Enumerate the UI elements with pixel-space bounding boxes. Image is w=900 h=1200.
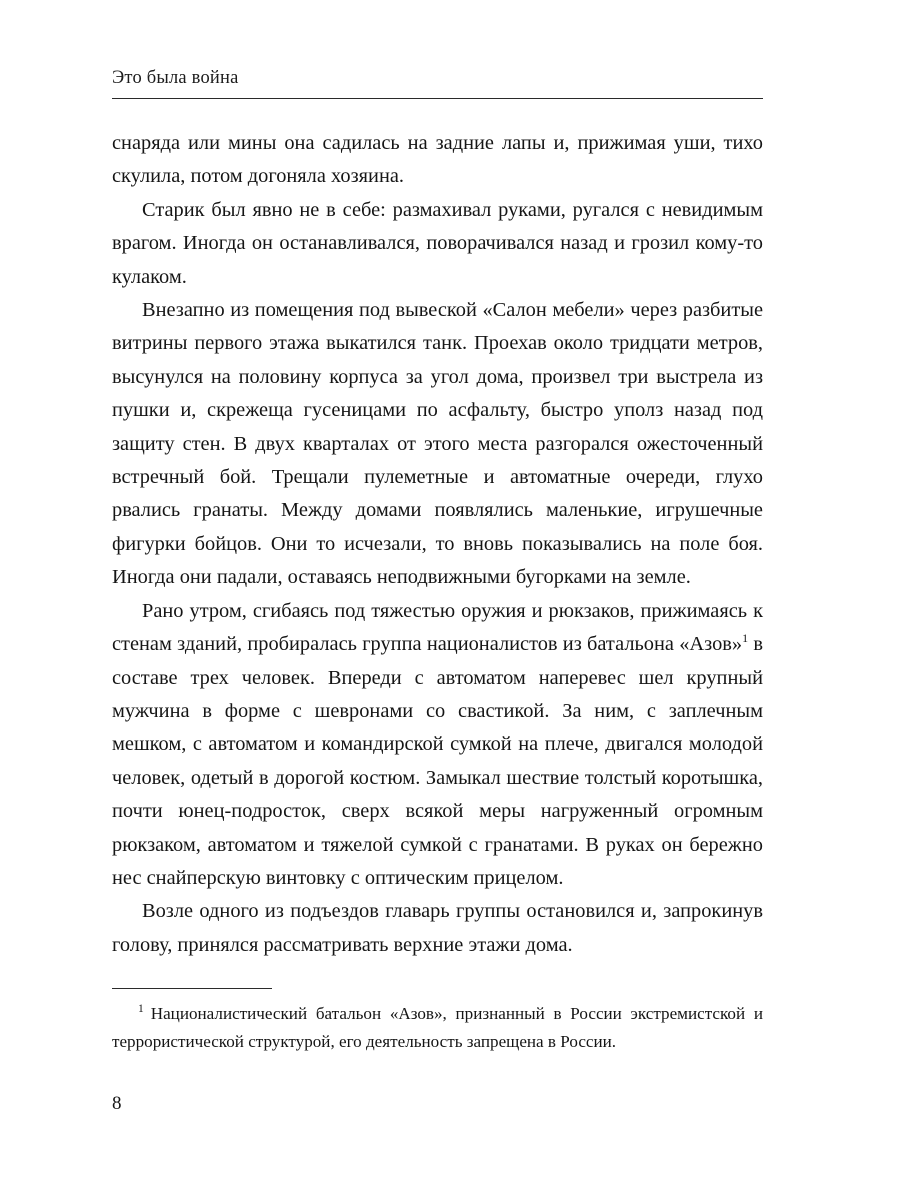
paragraph: Старик был явно не в себе: размахивал руками, ругался с невидимым врагом. Иногда он останавливался, поворачивался назад и грозил кому-то кулаком. [112, 198, 763, 288]
page-number: 8 [112, 1093, 122, 1114]
footnote-separator-rule [112, 988, 272, 989]
footnote-body: Националистический батальон «Азов», признанный в России экстремистской и террористической структурой, его деятельность запрещена в России. [112, 1004, 763, 1051]
paragraph: Внезапно из помещения под вывеской «Салон мебели» через разбитые витрины первого этажа выкатился танк. Проехав около тридцати метров, высунулся на половину корпуса за угол дома, произвел три выстрела из пушки и, скрежеща гусеницами по асфальту, быстро уполз назад под защиту стен. В двух кварталах от этого места разгорался ожесточенный встречный бой. Трещали пулеметные и автоматные очереди, глухо рвались гранаты. Между домами появлялись маленькие, игрушечные фигурки бойцов. Они то исчезали, то вновь показывались на поле боя. Иногда они падали, оставаясь неподвижными бугорками на земле. [112, 299, 763, 589]
paragraph-text-before-note: Рано утром, сгибаясь под тяжестью оружия и рюкзаков, прижимаясь к стенам зданий, пробиралась группа националистов из батальона «Азов» [112, 599, 763, 656]
paragraph: снаряда или мины она садилась на задние лапы и, прижимая уши, тихо скулила, потом догоняла хозяина. [112, 132, 763, 188]
footnote [112, 1000, 763, 1055]
paragraph-text-after-note: в составе трех человек. Впереди с автоматом наперевес шел крупный мужчина в форме с шевронами со свастикой. За ним, с заплечным мешком, с автоматом и командирской сумкой на плече, двигался молодой человек, одетый в дорогой костюм. Замыкал шествие толстый коротышка, почти юнец-подросток, сверх всякой меры нагруженный огромным рюкзаком, автоматом и тяжелой сумкой с гранатами. В руках он бережно нес снайперскую винтовку с оптическим прицелом. [112, 633, 763, 889]
running-head: Это была война [112, 68, 763, 99]
footnote-block [112, 988, 763, 1055]
footnote-marker: 1 [138, 1003, 144, 1016]
paragraph: Возле одного из подъездов главарь группы остановился и, запрокинув голову, принялся рассматривать верхние этажи дома. [112, 900, 763, 956]
paragraph-with-footnote [112, 595, 763, 896]
body-text [112, 127, 763, 962]
footnote-reference-marker[interactable]: 1 [742, 631, 749, 646]
